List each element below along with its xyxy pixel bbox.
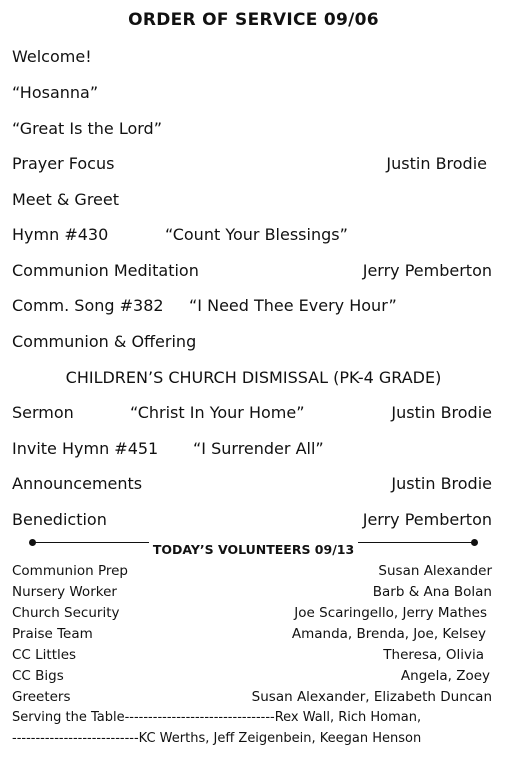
service-item-label: Welcome! bbox=[12, 47, 92, 66]
volunteer-role: Communion Prep bbox=[12, 563, 128, 579]
volunteer-row bbox=[12, 624, 492, 644]
service-item-label: Communion Meditation bbox=[12, 261, 199, 280]
service-item-prayer-focus bbox=[12, 152, 492, 176]
service-item-label: Prayer Focus bbox=[12, 154, 115, 173]
volunteer-names: Susan Alexander, Elizabeth Duncan bbox=[251, 689, 492, 705]
hymn-number: Comm. Song #382 bbox=[12, 296, 164, 315]
service-item-leader: Jerry Pemberton bbox=[362, 510, 492, 529]
hymn-title: “I Need Thee Every Hour” bbox=[189, 296, 397, 315]
volunteer-row-serving-table-continued bbox=[12, 729, 492, 749]
service-item-communion-offering bbox=[12, 330, 492, 354]
volunteer-role: Greeters bbox=[12, 689, 71, 705]
service-item-leader: Jerry Pemberton bbox=[362, 261, 492, 280]
announcement-text: CHILDREN’S CHURCH DISMISSAL (PK-4 GRADE) bbox=[65, 368, 442, 387]
volunteers-title-text: TODAY’S VOLUNTEERS 09/13 bbox=[149, 542, 358, 557]
service-item-leader: Justin Brodie bbox=[391, 403, 492, 422]
service-item-meet-greet bbox=[12, 188, 492, 212]
volunteer-role: Praise Team bbox=[12, 626, 93, 642]
service-item-leader: Justin Brodie bbox=[391, 474, 492, 493]
volunteer-row-serving-table bbox=[12, 708, 492, 728]
service-item-invite-hymn bbox=[12, 437, 492, 461]
page-title: ORDER OF SERVICE 09/06 bbox=[128, 10, 379, 30]
service-item-announcements bbox=[12, 472, 492, 496]
service-item-leader: Justin Brodie bbox=[386, 154, 487, 173]
service-item-label: Communion & Offering bbox=[12, 332, 197, 351]
volunteer-names: Barb & Ana Bolan bbox=[372, 584, 492, 600]
service-item-label: Announcements bbox=[12, 474, 143, 493]
service-item-song-1 bbox=[12, 81, 492, 105]
service-item-sermon bbox=[12, 401, 492, 425]
service-item-communion-song bbox=[12, 294, 492, 318]
volunteer-row bbox=[12, 603, 492, 623]
volunteer-serving-line-1: Serving the Table--------------------------------Rex Wall, Rich Homan, bbox=[12, 710, 422, 725]
service-item-benediction bbox=[12, 508, 492, 532]
service-item-communion-meditation bbox=[12, 259, 492, 283]
service-item-childrens-church bbox=[0, 366, 507, 390]
volunteer-row bbox=[12, 645, 492, 665]
hymn-number: Hymn #430 bbox=[12, 225, 109, 244]
hymn-title: “I Surrender All” bbox=[193, 439, 324, 458]
service-item-song-2 bbox=[12, 117, 492, 141]
volunteer-row bbox=[12, 687, 492, 707]
hymn-title: “Count Your Blessings” bbox=[165, 225, 348, 244]
hymn-number: Invite Hymn #451 bbox=[12, 439, 159, 458]
volunteer-row bbox=[12, 561, 492, 581]
volunteer-names: Joe Scaringello, Jerry Mathes bbox=[294, 605, 487, 621]
volunteer-serving-line-2: ---------------------------KC Werths, Jeff Zeigenbein, Keegan Henson bbox=[12, 731, 422, 746]
service-item-label: Sermon bbox=[12, 403, 74, 422]
service-item-welcome bbox=[12, 45, 492, 69]
volunteers-title bbox=[0, 541, 507, 559]
volunteer-role: CC Littles bbox=[12, 647, 77, 663]
volunteer-names: Amanda, Brenda, Joe, Kelsey bbox=[291, 626, 486, 642]
volunteer-row bbox=[12, 666, 492, 686]
sermon-title: “Christ In Your Home” bbox=[130, 403, 305, 422]
volunteer-role: Nursery Worker bbox=[12, 584, 117, 600]
service-item-hymn bbox=[12, 223, 492, 247]
service-item-label: Meet & Greet bbox=[12, 190, 119, 209]
song-title: “Great Is the Lord” bbox=[12, 119, 162, 138]
volunteer-names: Theresa, Olivia bbox=[383, 647, 484, 663]
volunteer-role: Church Security bbox=[12, 605, 120, 621]
song-title: “Hosanna” bbox=[12, 83, 99, 102]
volunteer-names: Angela, Zoey bbox=[400, 668, 490, 684]
volunteer-names: Susan Alexander bbox=[378, 563, 492, 579]
volunteer-row bbox=[12, 582, 492, 602]
service-item-label: Benediction bbox=[12, 510, 107, 529]
volunteer-role: CC Bigs bbox=[12, 668, 64, 684]
